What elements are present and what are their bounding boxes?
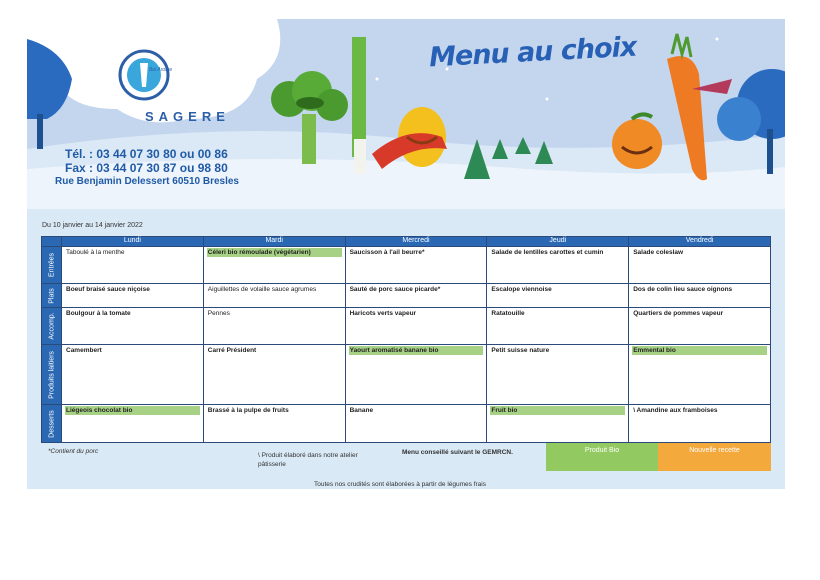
menu-cell	[62, 405, 204, 443]
menu-cell	[203, 405, 345, 443]
legend-produit-bio: Produit Bio	[546, 443, 658, 471]
fax-number: Fax : 03 44 07 30 87 ou 98 80	[65, 161, 228, 175]
day-header: Mercredi	[345, 237, 487, 247]
menu-item: \ Amandine aux framboises	[633, 407, 718, 414]
menu-item: Ratatouille	[491, 310, 525, 317]
menu-item: Dos de colin lieu sauce oignons	[633, 286, 733, 293]
menu-item: Salade coleslaw	[633, 249, 684, 256]
menu-cell	[345, 308, 487, 345]
logo-tagline: Bel Arome	[149, 67, 173, 73]
menu-item: Saucisson à l'ail beurre*	[349, 249, 425, 256]
menu-item: Liégeois chocolat bio	[65, 406, 200, 415]
menu-item: Taboulé à la menthe	[66, 249, 125, 256]
menu-item: Fruit bio	[490, 406, 625, 415]
menu-cell	[629, 247, 771, 284]
menu-item: Boulgour à la tomate	[66, 310, 131, 317]
category-label: Produits laitiers	[42, 345, 62, 405]
row-plats	[42, 284, 771, 308]
pork-note: *Contient du porc	[48, 448, 99, 455]
company-logo: SAGERE	[145, 109, 230, 124]
day-header: Jeudi	[487, 237, 629, 247]
category-label: Plats	[42, 284, 62, 308]
menu-cell	[629, 308, 771, 345]
menu-item: Pennes	[207, 310, 230, 317]
header-banner	[27, 19, 785, 209]
menu-item: Boeuf braisé sauce niçoise	[66, 286, 150, 293]
menu-title: Menu au choix	[428, 31, 637, 74]
gemrcn-note: Menu conseillé suivant le GEMRCN.	[402, 449, 513, 456]
contact-block	[55, 147, 239, 189]
menu-cell	[487, 345, 629, 405]
menu-item: Salade de lentilles carottes et cumin	[491, 249, 604, 256]
menu-cell	[203, 284, 345, 308]
category-label: Accomp.	[42, 308, 62, 345]
legend-nouvelle-recette: Nouvelle recette	[658, 443, 771, 471]
menu-item: Céleri bio rémoulade (végétarien)	[207, 248, 342, 257]
menu-item: Aiguillettes de volaille sauce agrumes	[207, 286, 317, 293]
menu-item: Escalope viennoise	[491, 286, 552, 293]
menu-item: Camembert	[66, 347, 102, 354]
menu-item: Yaourt aromatisé banane bio	[349, 346, 484, 355]
atelier-note-line2: pâtisserie	[258, 461, 286, 468]
day-header: Vendredi	[629, 237, 771, 247]
day-header-row	[42, 237, 771, 247]
corner-cell	[42, 237, 62, 247]
menu-cell	[345, 284, 487, 308]
category-label: Entrées	[42, 247, 62, 284]
date-range: Du 10 janvier au 14 janvier 2022	[42, 222, 143, 229]
category-label: Desserts	[42, 405, 62, 443]
atelier-note: \ Produit élaboré dans notre atelier	[258, 452, 358, 459]
menu-cell	[345, 405, 487, 443]
menu-cell	[203, 345, 345, 405]
menu-item: Carré Président	[207, 347, 257, 354]
menu-item: Brassé à la pulpe de fruits	[207, 407, 289, 414]
menu-cell	[62, 345, 204, 405]
menu-cell	[487, 247, 629, 284]
menu-cell	[629, 345, 771, 405]
phone-number: Tél. : 03 44 07 30 80 ou 00 86	[65, 147, 228, 161]
menu-item: Haricots verts vapeur	[349, 310, 417, 317]
menu-table	[41, 236, 771, 443]
menu-item: Banane	[349, 407, 374, 414]
menu-cell	[487, 308, 629, 345]
menu-cell	[203, 247, 345, 284]
menu-cell	[487, 405, 629, 443]
row-entrees	[42, 247, 771, 284]
menu-cell	[629, 405, 771, 443]
menu-item: Quartiers de pommes vapeur	[633, 310, 724, 317]
menu-cell	[345, 345, 487, 405]
address: Rue Benjamin Delessert 60510 Bresles	[55, 176, 239, 187]
menu-cell	[62, 308, 204, 345]
day-header: Mardi	[203, 237, 345, 247]
row-accompagnements	[42, 308, 771, 345]
menu-cell	[62, 247, 204, 284]
menu-cell	[203, 308, 345, 345]
menu-item: Petit suisse nature	[491, 347, 550, 354]
menu-cell	[487, 284, 629, 308]
row-produits-laitiers	[42, 345, 771, 405]
menu-cell	[62, 284, 204, 308]
menu-item: Sauté de porc sauce picarde*	[349, 286, 441, 293]
day-header: Lundi	[62, 237, 204, 247]
menu-cell	[345, 247, 487, 284]
menu-cell	[629, 284, 771, 308]
row-desserts	[42, 405, 771, 443]
crudites-note: Toutes nos crudités sont élaborées à partir de légumes frais	[314, 481, 486, 488]
menu-item: Emmental bio	[632, 346, 767, 355]
